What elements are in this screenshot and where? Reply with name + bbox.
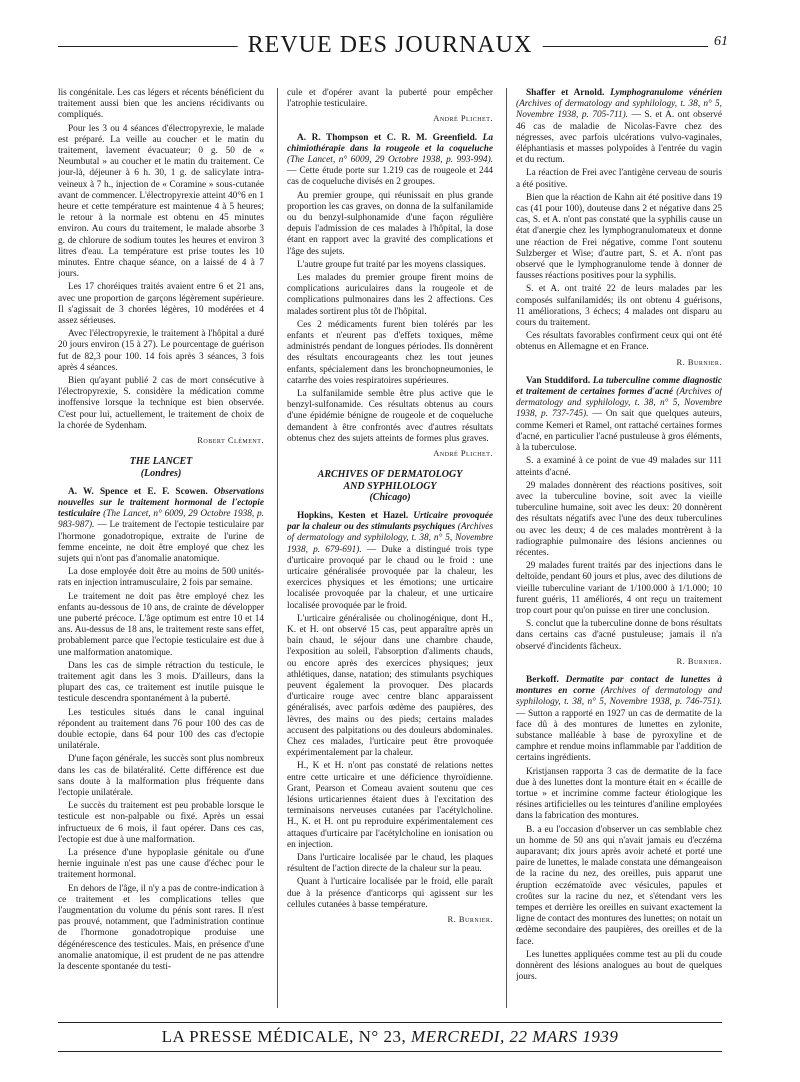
journal-section-title: REVUE DES JOURNAUX [238,32,543,59]
article-reference: (Archives of dermatology and syphilology, t. 38, n° 5, Novembre 1938, p. 737-745). [516,387,722,420]
paragraph: cule et d'opérer avant la puberté pour empêcher l'atrophie testiculaire. [287,88,493,110]
paragraph: S. conclut que la tuberculine donne de bons résultats dans certains cas d'acné pustuleuse; jamais il n'a observé d'incidents fâcheux. [516,619,722,652]
paragraph: S. et A. ont traité 22 de leurs malades par les composés sulfanilamidés; ils ont obtenu 4 guérisons, 11 améliorations, 3 échecs; 4 malades ont disparu au cours du traitement. [516,284,722,329]
article-summary: — Cette étude porte sur 1.219 cas de rougeole et 244 cas de coqueluche divisés en 2 groupes. [287,166,493,188]
paragraph: Ces 2 médicaments furent bien tolérés par les enfants et n'eurent pas d'effets toxiques, même administrés pendant de longues périodes. Ils donnèrent des résultats encourageants chez les tout jeunes enfants, spécialement dans les bronchopneumonies, le catarrhe des voies respiratoires supérieures. [287,319,493,386]
paragraph: Dans l'urticaire localisée par le chaud, les plaques résultent de l'action directe de la chaleur sur la peau. [287,853,493,875]
paragraph: La sulfanilamide semble être plus active que le benzyl-sulfonamide. Ces résultats obtenus au cours d'une épidémie bénigne de rougeole et de coqueluche demandent à être confrontés avec d'autres résultats obtenus chez des sujets atteints de formes plus graves. [287,389,493,444]
paragraph: Kristjansen rapporta 3 cas de dermatite de la face due à des lunettes dont la monture était en « écaille de tortue » et incrimine comme facteur étiologique les résines artificielles ou les teintures d'aniline employées dans la fabrication des montures. [516,766,722,822]
article-title: La tuberculine comme diagnostic et traitement de certaines formes d'acné [516,375,722,398]
article-authors: Van Studdiford. [526,375,591,386]
article-intro [516,88,722,166]
footer-rule [58,1022,722,1023]
article-authors: A. W. Spence et E. F. Scowen. [68,486,208,497]
paragraph: D'une façon générale, les succès sont plus nombreux dans les cas de bilatéralité. Cette différence est due sans doute à la malformation plus fréquente dans l'ectopie unilatérale. [58,754,264,798]
paragraph: L'urticaire généralisée ou cholinogénique, dont H., K. et H. ont observé 15 cas, peut apparaître après un bain chaud, le séjour dans une chambre chaude, l'exposition au soleil, l'absorption d'aliments chauds, ou encore après des exercices physiques; jeux athlétiques, danse, natation; des stimulants psychiques peuvent également la provoquer. Des placards d'urticaire rouge avec centre blanc apparaissent généralisés, avec parfois œdème des paupières, des lèvres, des mains ou des pieds; certains malades accusent des palpitations ou des douleurs abdominales. Chez ces malades, l'urticaire peut être provoquée expérimentalement par la chaleur. [287,613,493,759]
paragraph: H., K et H. n'ont pas constaté de relations nettes entre cette urticaire et une déficience thyroïdienne. Grant, Pearson et Comeau avaient soutenu que ces lésions urticariennes étaient dues à l'excitation des terminaisons nerveuses cutanées par l'acétylcholine. H., K. et H. ont pu reproduire expérimentalement ces attaques d'urticaire par l'acétylcholine en ionisation ou en injection. [287,761,493,850]
paragraph: Bien qu'ayant publié 2 cas de mort consécutive à l'électropyrexie, S. considère la médication comme inoffensive lorsque la technique est bien observée. C'est pour lui, actuellement, le traitement de choix de la chorée de Sydenham. [58,376,264,431]
paragraph: La réaction de Frei avec l'antigène cerveau de souris a été positive. [516,168,722,190]
section-heading: THE LANCET [129,456,193,468]
paragraph: Pour les 3 ou 4 séances d'électropyrexie, le malade est préparé. La veille au coucher et le matin du traitement, lavement évacuateur; 0 g. 50 de « Neumbutal » au coucher et le matin du traitement. Ce jour-là, déjeuner à 6 h. 30, 1 g. de salicylate intra-veineux à 7 h., injection de « Coramine » sous-cutanée avant de commencer. L'électropyrexie atteint 40°6 en 1 heure et cette température est maintenue 4 à 5 heures; le retour à la normale est obtenu en 45 minutes environ. Au cours du traitement, le malade absorbe 3 g. de chlorure de sodium toutes les heures et environ 3 litres d'eau. La température est prise toutes les 10 minutes. Entre chaque séance, on a laissé de 4 à 7 jours. [58,123,264,280]
column-1 [58,88,264,1018]
paragraph: Ces résultats favorables confirment ceux qui ont été obtenus en Allemagne et en France. [516,331,722,353]
footer-date: MERCREDI, 22 MARS 1939 [410,1027,619,1046]
article-title: Urticaire provoquée par la chaleur ou des stimulants psychiques [287,510,493,533]
footer-issue-line [58,1027,722,1047]
article-intro [516,675,722,765]
article-columns [58,88,722,1018]
column-3 [516,88,722,1018]
paragraph: Avec l'électropyrexie, le traitement à l'hôpital a duré 20 jours environ (15 à 27). Le pourcentage de guérison fut de 82,3 pour 100. 14 fois après 3 séances, 3 fois après 4 séances. [58,329,264,373]
paragraph: lis congénitale. Les cas légers et récents bénéficient du traitement aussi bien que les anciens récidivants ou compliqués. [58,88,264,121]
paragraph: Les 17 choréiques traités avaient entre 6 et 21 ans, avec une proportion de garçons légèrement supérieure. Il s'agissait de 3 chorées légères, 10 modérées et 4 assez sérieuses. [58,282,264,327]
column-divider [277,88,278,1008]
footer-rule [58,1051,722,1052]
paragraph: Le succès du traitement est peu probable lorsque le testicule est non-palpable ou fixé. Après un essai infructueux de 6 mois, il faut opérer. Dans ces cas, l'ectopie est due à une malformation. [58,801,264,845]
article-title: Dermatite par contact de lunettes à montures en corne [516,674,722,697]
article-authors: Berkoff. [526,674,559,685]
footer-journal: LA PRESSE MÉDICALE, N° 23, [161,1027,407,1046]
column-2 [287,88,493,1018]
section-location: (Londres) [140,467,182,479]
article-reference: (Archives of dermatology and syphilology, t. 38, n° 5, Novembre 1938, p. 746-751). [516,686,722,708]
paragraph: 29 malades furent traités par des injections dans le deltoïde, pendant 60 jours et plus, avec des dilutions de vieille tuberculine variant de 1/100.000 à 1/1.000; 10 furent guéris, 11 améliorés, 4 ont reçu un traitement trop court pour qu'on puisse en tirer une conclusion. [516,561,722,616]
article-summary: — Sutton a rapporté en 1927 un cas de dermatite de la face dû à des montures de lunettes en zylonite, substance malléable à base de pyroxyline et de camphre et rendue moins inflammable par l'addition de certains ingrédients. [516,708,722,764]
paragraph: La présence d'une hypoplasie génitale ou d'une hernie inguinale n'est pas une cause d'échec pour le traitement hormonal. [58,848,264,881]
page-header [58,28,728,60]
paragraph: 29 malades donnèrent des réactions positives, soit avec la tuberculine bovine, soit avec la vieille tuberculine humaine, soit avec les deux: 20 donnèrent des résultats négatifs avec l'une des deux tuberculines ou avec les deux; 4 de ces malades montrèrent à la radiographie pulmonaire des lésions anciennes ou récentes. [516,480,722,558]
article-reference: (The Lancet, n° 6009, 29 Octobre 1938, p. 983-987). [58,509,264,531]
article-authors: A. R. Thompson et C. R. M. Greenfield. [297,132,478,143]
article-authors: Hopkins, Kesten et Hazel. [297,510,409,521]
article-summary: — On sait que quelques auteurs, comme Kemeri et Ramel, ont rattaché certaines formes d'acné, en particulier l'acné pustuleuse à gros éléments, à la tuberculose. [516,409,722,454]
article-title: Lymphogranulome vénérien [610,88,722,98]
author-signature: Robert Clément. [197,435,264,446]
article-authors: Shaffer et Arnold. [526,88,605,98]
paragraph: Au premier groupe, qui réunissait en plus grande proportion les cas graves, on donna de la sulfanilamide ou du benzyl-sulphonamide d'une façon régulière depuis l'admission de ces malades à l'hôpital, la dose étant en rapport avec la gravité des complications et l'âge des sujets. [287,190,493,257]
paragraph: Les malades du premier groupe firent moins de complications auriculaires dans la rougeole et de complications pulmonaires dans les 2 affections. Ces malades sortirent plus tôt de l'hôpital. [287,273,493,317]
paragraph: Les lunettes appliquées comme test au pli du coude donnèrent des lésions analogues au bout de quelques jours. [516,949,722,983]
article-title: La chimiothérapie dans la rougeole et la coqueluche [287,132,493,154]
article-intro [58,487,264,565]
article-reference: (Archives of dermatology and syphilology, t. 38, n° 5, Novembre 1938, p. 679-691). [287,522,493,555]
article-summary: — S. et A. ont observé 46 cas de maladie de Nicolas-Favre chez des négresses, avec parfois ulcérations vulvo-vaginales, éléphantiasis et masses polypoïdes à l'entrée du vagin et du rectum. [516,110,722,166]
author-signature: R. Burnier. [676,655,722,666]
article-title: Observations nouvelles sur le traitement hormonal de l'ectopie testiculaire [58,486,264,520]
article-reference: (Archives of dermatology and syphilology, t. 38, n° 5, Novembre 1938, p. 705-711). [516,99,722,121]
page-number: 61 [708,34,728,50]
paragraph: En dehors de l'âge, il n'y a pas de contre-indication à ce traitement et les complications telles que l'augmentation du volume du pénis sont rares. Il n'est pas prouvé, notamment, que l'administration continue de l'hormone gonadotropique produise une dégénérescence des testicules. Mais, en présence d'une anomalie anatomique, il est prudent de ne pas attendre la descente spontanée du testi- [58,883,264,973]
author-signature: R. Burnier. [447,914,493,925]
paragraph: Les testicules situés dans le canal inguinal répondent au traitement dans 76 pour 100 des cas de double ectopie, dans 64 pour 100 des cas d'ectopie unilatérale. [58,707,264,752]
paragraph: Le traitement ne doit pas être employé chez les enfants au-dessous de 10 ans, de crainte de développer une puberté précoce. L'âge optimum est entre 10 et 14 ans. Au-dessus de 18 ans, le traitement reste sans effet, probablement parce que l'ectopie testiculaire est due à une malformation anatomique. [58,591,264,658]
article-summary: — Le traitement de l'ectopie testiculaire par l'hormone gonadotropique, extraite de l'urine de femme enceinte, ne doit être employé que chez les sujets qui n'ont pas d'anomalie anatomique. [58,520,264,564]
article-intro [516,376,722,454]
paragraph: B. a eu l'occasion d'observer un cas semblable chez un homme de 50 ans qui n'avait jamais eu d'eczéma auparavant; dix jours après avoir acheté et porté une paire de lunettes, le malade constata une démangeaison de la racine du nez, des oreilles, puis apparut une éruption eczématoïde avec vésicules, papules et croûtes sur la racine du nez, et s'étendant vers les tempes et derrière les oreilles en suivant exactement la ligne de contact des montures des lunettes; on notait un œdème secondaire des paupières, des oreilles et de la face. [516,824,722,947]
section-heading-line-2: AND SYPHILOLOGY [343,480,437,492]
paragraph: Quant à l'urticaire localisée par le froid, elle paraît due à la présence d'anticorps qui agissent sur les cellules cutanées à basse température. [287,877,493,910]
column-divider [506,88,507,1008]
article-intro [287,133,493,189]
paragraph: Dans les cas de simple rétraction du testicule, le traitement agit dans les 3 mois. D'ailleurs, dans la plupart des cas, ce traitement est inutile puisque le testicule descendra spontanément à la puberté. [58,660,264,705]
section-heading: ARCHIVES OF DERMATOLOGY [317,469,463,481]
author-signature: R. Burnier. [676,356,722,367]
section-location: (Chicago) [369,491,411,503]
page-footer [58,1022,722,1052]
paragraph: S. a examiné à ce point de vue 49 malades sur 111 atteints d'acné. [516,456,722,478]
paragraph: La dose employée doit être au moins de 500 unités-rats en injection intramusculaire, 2 fois par semaine. [58,567,264,589]
article-intro [287,511,493,612]
paragraph: L'autre groupe fut traité par les moyens classiques. [297,259,486,270]
paragraph: Bien que la réaction de Kahn ait été positive dans 19 cas (41 pour 100), douteuse dans 2 et négative dans 25 cas, S. et A. n'ont pas constaté que la syphilis cause un état d'anergie chez les lymphogranulomateux et donne une réaction de Frei négative, comme l'ont soutenu Sulzberger et Wise; d'autre part, S. et A. n'ont pas observé que le lymphogranulome tende à donner de fausses réactions positives pour la syphilis. [516,192,722,282]
author-signature: André Plichet. [433,113,493,124]
article-summary: — Duke a distingué trois type d'urticaire provoqué par le chaud ou le froid : une urticaire généralisée provoquée par la chaleur, les exercices physiques et les émotions; une urticaire localisée provoquée par la chaleur, et une urticaire localisée provoquée par le froid. [287,544,493,611]
author-signature: André Plichet. [433,448,493,459]
article-reference: (The Lancet, n° 6009, 29 Octobre 1938, p. 993-994). [287,155,493,166]
